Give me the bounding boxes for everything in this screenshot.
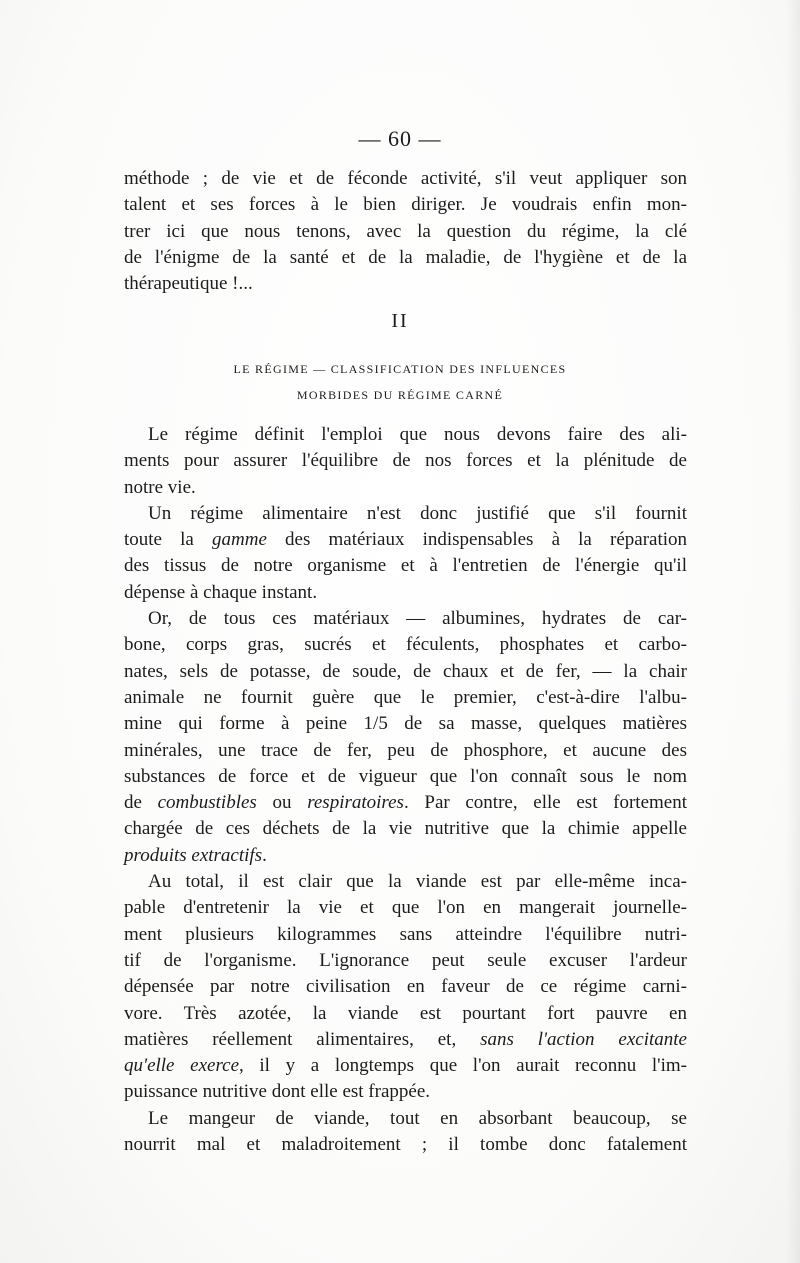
text-run: de <box>124 792 158 814</box>
paragraph-3-line: chargée de ces déchets de la vie nutritive que la chimie appelle <box>124 818 687 840</box>
paragraph-3-line: bone, corps gras, sucrés et féculents, phosphates et carbo- <box>124 634 687 656</box>
paragraph-1-line: notre vie. <box>124 476 196 498</box>
paragraph-4-line: Au total, il est clair que la viande est par elle-même inca- <box>148 871 687 893</box>
paragraph-4-line: ment plusieurs kilogrammes sans atteindre l'équilibre nutri- <box>124 923 687 945</box>
text-line: méthode ; de vie et de féconde activité, s'il veut appliquer son <box>124 168 687 189</box>
paragraph-2-line <box>124 527 687 553</box>
text-line: talent et ses forces à le bien diriger. Je voudrais enfin mon- <box>124 194 687 216</box>
section-heading <box>0 356 800 408</box>
paragraph-5-line: nourrit mal et maladroitement ; il tombe donc fatalement <box>124 1134 687 1156</box>
paragraph-2-line: Un régime alimentaire n'est donc justifié que s'il fournit <box>148 502 687 524</box>
paragraph-3-line: substances de force et de vigueur que l'on connaît sous le nom <box>124 765 687 787</box>
text-run: toute la <box>124 529 212 551</box>
text-run: matières réellement alimentaires, et, <box>124 1028 481 1050</box>
paragraph-4-line <box>124 1053 687 1079</box>
text-run: ou <box>256 792 308 814</box>
paragraph-1-line: Le régime définit l'emploi que nous devons faire des ali- <box>148 424 687 445</box>
paragraph-3-line: animale ne fournit guère que le premier, c'est-à-dire l'albu- <box>124 686 687 708</box>
text-run: . Par contre, elle est fortement <box>403 792 688 814</box>
paragraph-3-line <box>124 790 687 816</box>
paragraph-3-line: nates, sels de potasse, de soude, de chaux et de fer, — la chair <box>124 660 687 682</box>
paragraph-4-line: puissance nutritive dont elle est frappée. <box>124 1081 431 1103</box>
italic-term: combustibles <box>157 792 257 814</box>
page-number: — 60 — <box>358 126 442 151</box>
paragraph-4-line <box>124 1027 687 1053</box>
section-heading-line: LE RÉGIME — CLASSIFICATION DES INFLUENCES <box>233 362 567 376</box>
text-run: , il y a longtemps que l'on aurait reconnu l'im- <box>239 1055 687 1077</box>
italic-term: gamme <box>212 529 267 551</box>
section-body <box>124 422 687 1158</box>
paragraph-4-line: pable d'entretenir la vie et que l'on en mangerait journelle- <box>124 897 687 919</box>
text-line: trer ici que nous tenons, avec la question du régime, la clé <box>124 220 687 242</box>
scan-edge-shadow <box>786 0 800 1263</box>
paragraph-4-line: tif de l'organisme. L'ignorance peut seule excuser l'ardeur <box>124 949 687 971</box>
paragraph-3-line: Or, de tous ces matériaux — albumines, hydrates de car- <box>148 608 687 630</box>
paragraph-3-line <box>124 843 687 869</box>
paragraph-5-line: Le mangeur de viande, tout en absorbant beaucoup, se <box>148 1107 687 1129</box>
paragraph-4-line: vore. Très azotée, la viande est pourtant fort pauvre en <box>124 1002 687 1024</box>
paragraph-2-line: des tissus de notre organisme et à l'entretien de l'énergie qu'il <box>124 555 687 577</box>
paragraph-4-line: dépensée par notre civilisation en faveur de ce régime carni- <box>124 976 687 998</box>
text-line: de l'énigme de la santé et de la maladie, de l'hygiène et de la <box>124 246 687 268</box>
section-heading-line: MORBIDES DU RÉGIME CARNÉ <box>296 388 504 402</box>
italic-term: respiratoires <box>307 792 404 814</box>
intro-paragraph <box>124 166 687 297</box>
text-line: thérapeutique !... <box>124 273 253 295</box>
text-run: des matériaux indispensables à la réparation <box>266 529 688 551</box>
italic-term: produits extractifs <box>124 844 263 866</box>
text-run: . <box>262 844 267 866</box>
paragraph-3-line: minérales, une trace de fer, peu de phosphore, et aucune des <box>124 739 687 761</box>
paragraph-1-line: ments pour assurer l'équilibre de nos forces et la plénitude de <box>124 450 687 472</box>
paragraph-3-line: mine qui forme à peine 1/5 de sa masse, quelques matières <box>124 713 687 735</box>
italic-term: sans l'action excitante <box>480 1028 687 1050</box>
section-number: II <box>391 310 409 332</box>
italic-term: qu'elle exerce <box>124 1055 239 1077</box>
paragraph-2-line: dépense à chaque instant. <box>124 581 318 603</box>
